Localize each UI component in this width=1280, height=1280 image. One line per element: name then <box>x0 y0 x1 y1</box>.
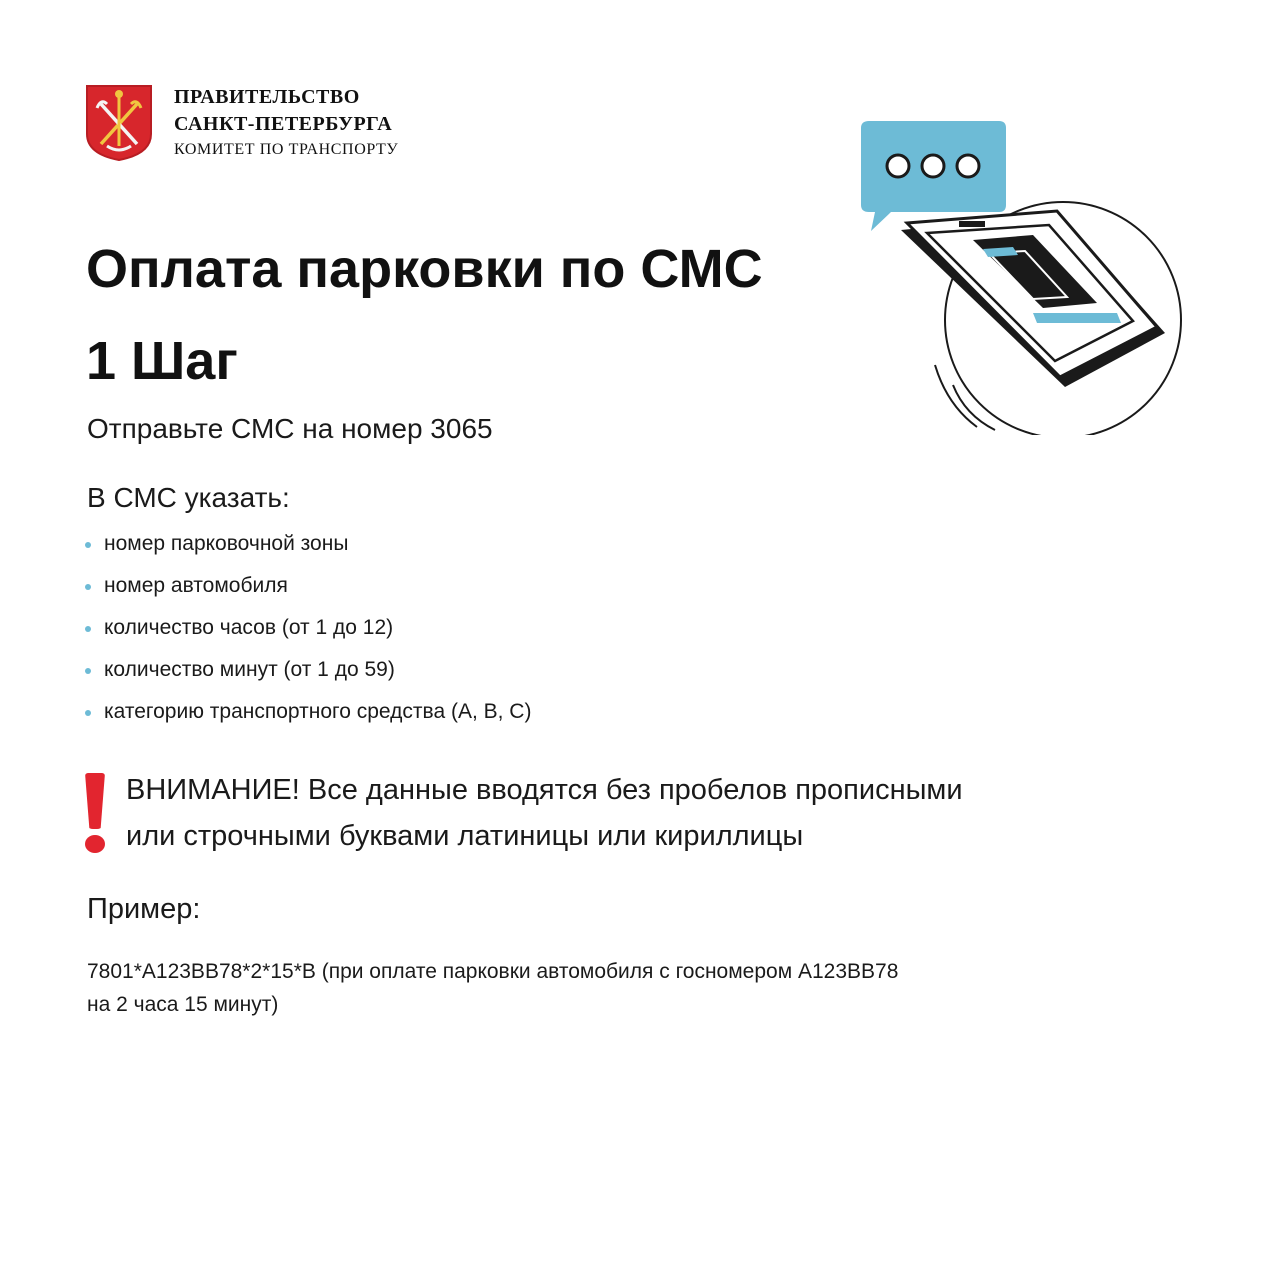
bullet-icon <box>85 668 91 674</box>
example-line-1: 7801*A123BB78*2*15*B (при оплате парковки автомобиля с госномером A123BB78 <box>87 960 899 983</box>
warning-text <box>126 767 1206 859</box>
list-item <box>84 694 531 736</box>
list-item <box>84 652 531 694</box>
list-item-label: категорию транспортного средства (A, B, C) <box>104 700 532 723</box>
step-heading: 1 Шаг <box>86 331 238 391</box>
list-item-label: количество минут (от 1 до 59) <box>104 658 395 681</box>
bullet-icon <box>85 584 91 590</box>
org-line-3: КОМИТЕТ ПО ТРАНСПОРТУ <box>174 141 399 158</box>
org-line-2: САНКТ-ПЕТЕРБУРГА <box>174 113 393 135</box>
list-item <box>84 568 531 610</box>
bullet-icon <box>85 626 91 632</box>
org-line-1: ПРАВИТЕЛЬСТВО <box>174 86 360 108</box>
phone-sms-illustration <box>855 115 1185 435</box>
warning-line-2: или строчными буквами латиницы или кириллицы <box>126 820 804 852</box>
list-item <box>84 610 531 652</box>
bullet-icon <box>85 710 91 716</box>
spec-label: В СМС указать: <box>87 482 290 513</box>
exclamation-icon <box>84 773 106 853</box>
example-text <box>87 955 1087 1021</box>
org-name <box>174 84 398 162</box>
warning-line-1: ВНИМАНИЕ! Все данные вводятся без пробелов прописными <box>126 774 963 806</box>
list-item <box>84 526 531 568</box>
list-item-label: номер парковочной зоны <box>104 532 349 555</box>
send-instruction: Отправьте СМС на номер 3065 <box>87 413 493 444</box>
example-label: Пример: <box>87 893 201 925</box>
list-item-label: количество часов (от 1 до 12) <box>104 616 394 639</box>
coat-of-arms-icon <box>85 84 153 162</box>
example-line-2: на 2 часа 15 минут) <box>87 993 279 1016</box>
page-title: Оплата парковки по СМС <box>86 239 763 299</box>
list-item-label: номер автомобиля <box>104 574 288 597</box>
bullet-icon <box>85 542 91 548</box>
sms-fields-list <box>84 526 531 736</box>
